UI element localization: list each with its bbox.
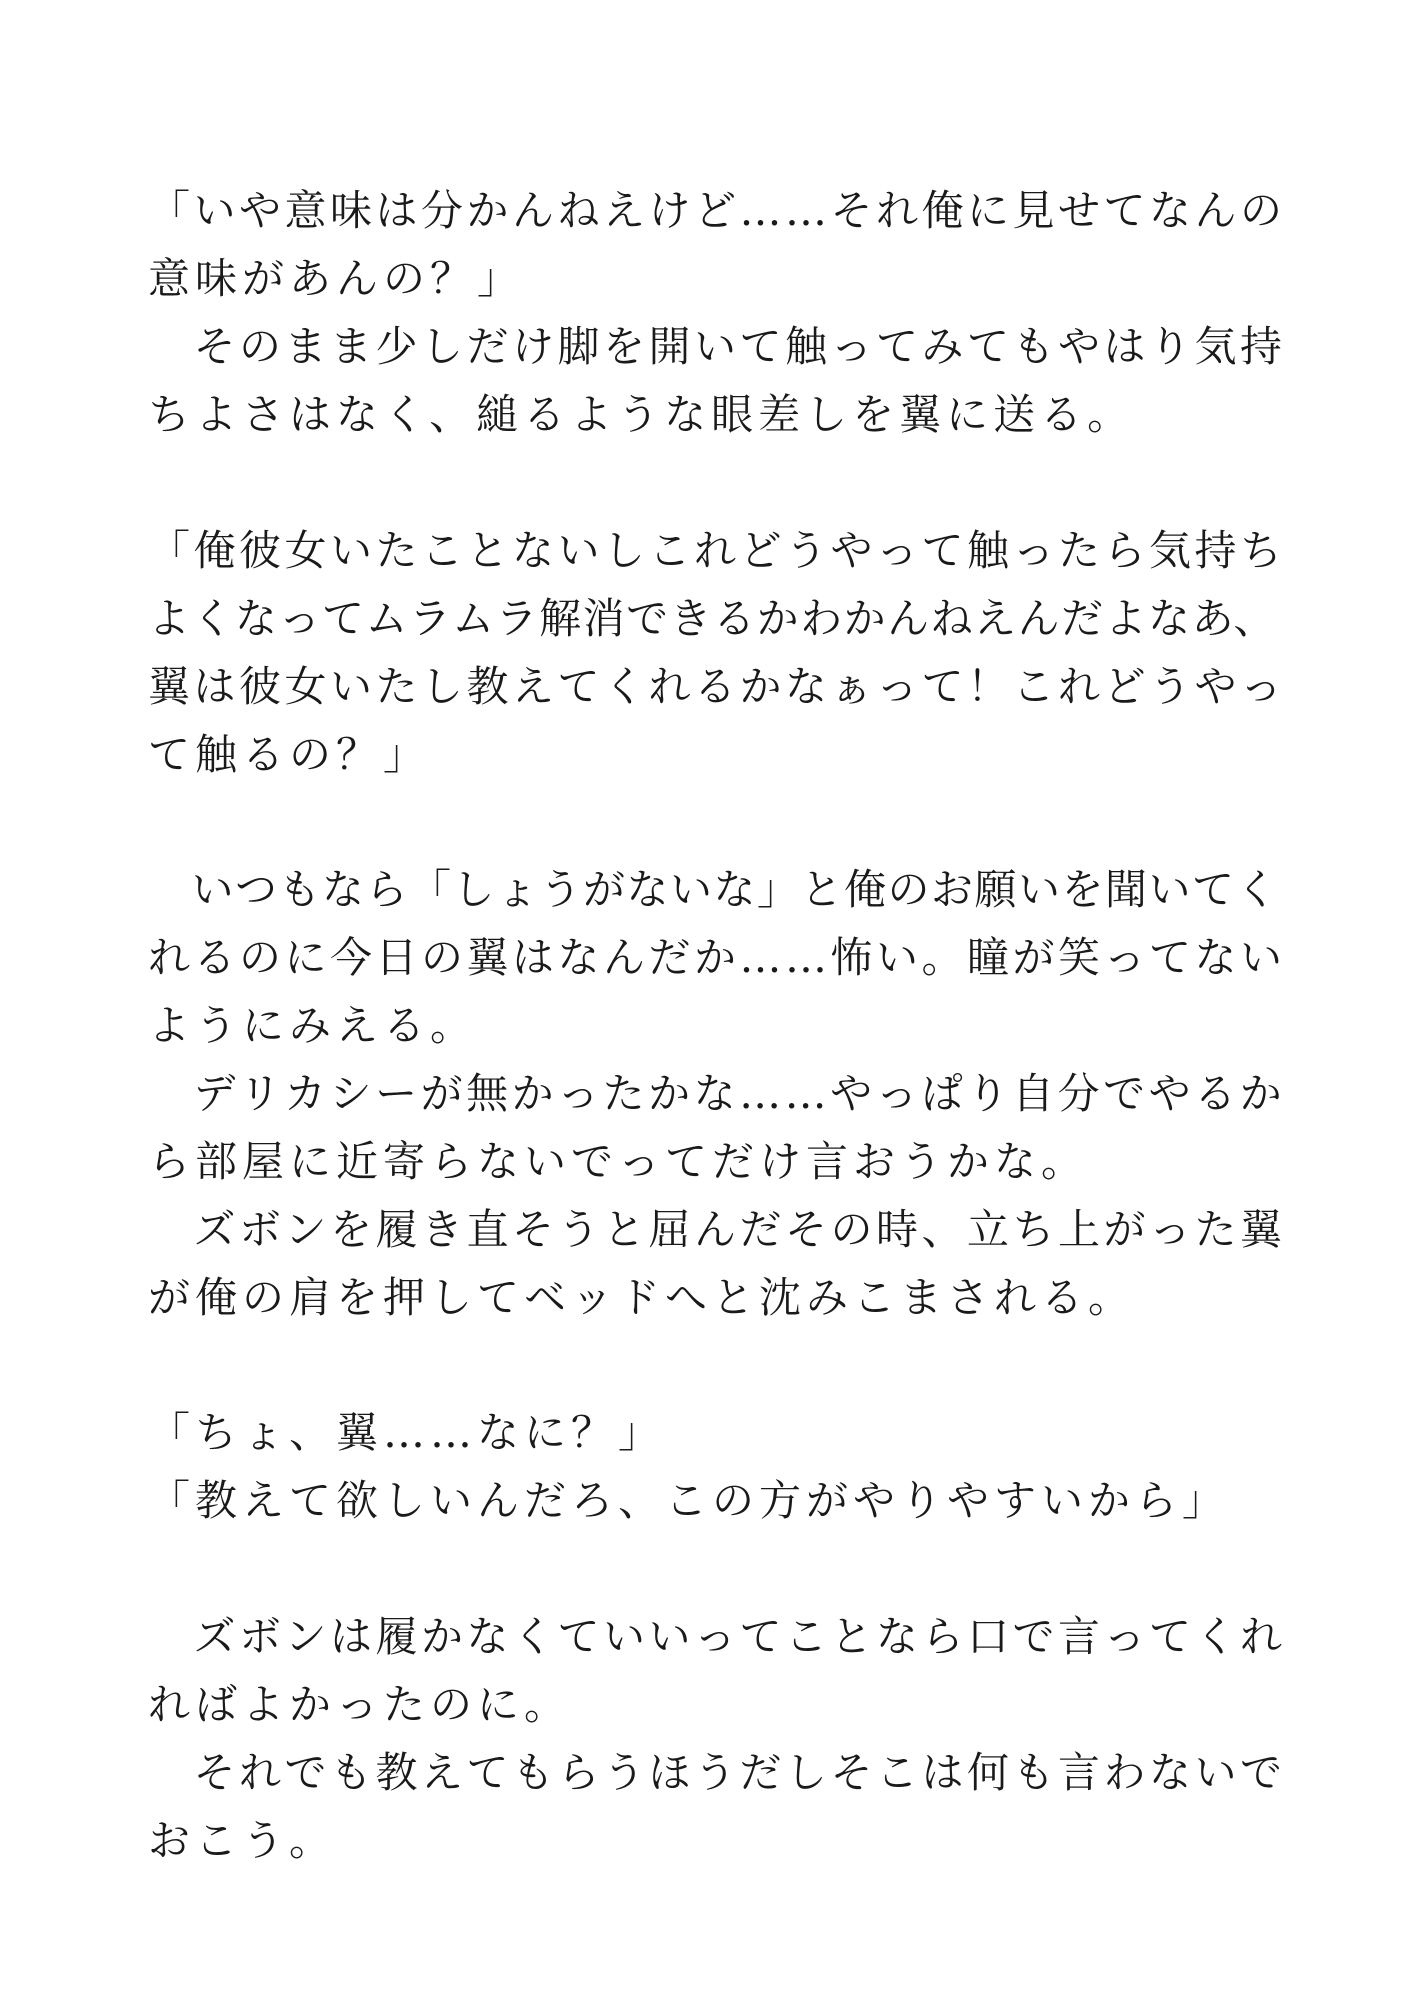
text-line: ら部屋に近寄らないでってだけ言おうかな。 — [148, 1137, 1089, 1186]
text-line: そのまま少しだけ脚を開いて触ってみてもやはり気持 — [148, 322, 1286, 371]
text-line: 意味があんの？」 — [148, 254, 525, 303]
text-line: よくなってムラムラ解消できるかわかんねえんだよなあ、 — [148, 594, 1277, 643]
text-line: おこう。 — [148, 1816, 337, 1865]
text-line: ズボンは履かなくていいってことなら口で言ってくれ — [148, 1612, 1286, 1661]
text-line: て触るの？」 — [148, 730, 431, 779]
text-line: デリカシーが無かったかな……やっぱり自分でやるか — [148, 1069, 1286, 1118]
text-line: ようにみえる。 — [148, 1001, 478, 1050]
text-line: れるのに今日の翼はなんだか……怖い。瞳が笑ってない — [148, 933, 1286, 982]
text-line: が俺の肩を押してベッドへと沈みこまされる。 — [148, 1273, 1136, 1322]
text-line: 「ちょ、翼……なに？」 — [148, 1408, 666, 1457]
text-line: ちよさはなく、縋るような眼差しを翼に送る。 — [148, 390, 1135, 439]
text-line: 「俺彼女いたことないしこれどうやって触ったら気持ち — [148, 526, 1286, 575]
text-line: 「いや意味は分かんねえけど……それ俺に見せてなんの — [148, 186, 1286, 235]
text-line: 翼は彼女いたし教えてくれるかなぁって！これどうやっ — [148, 662, 1286, 711]
text-line: ればよかったのに。 — [148, 1680, 572, 1729]
text-line: それでも教えてもらうほうだしそこは何も言わないで — [148, 1748, 1286, 1797]
text-line: ズボンを履き直そうと屈んだその時、立ち上がった翼 — [148, 1205, 1286, 1254]
text-line: 「教えて欲しいんだろ、この方がやりやすいから」 — [148, 1476, 1230, 1525]
text-line: いつもなら「しょうがないな」と俺のお願いを聞いてく — [148, 865, 1280, 914]
